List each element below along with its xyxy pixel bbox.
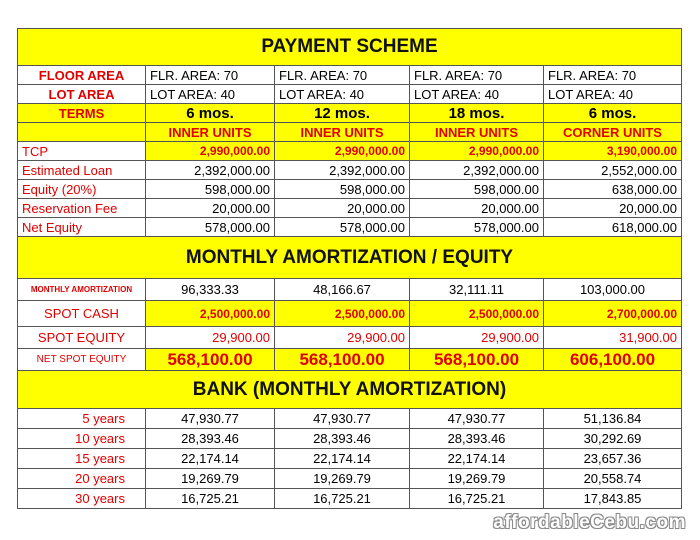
- net-equity-value: 618,000.00: [544, 218, 682, 237]
- bank-value: 28,393.46: [275, 429, 410, 449]
- term-cell: 12 mos.: [275, 104, 410, 123]
- bank-value: 16,725.21: [275, 489, 410, 509]
- lot-area-row: [18, 85, 682, 104]
- floor-area-cell: FLR. AREA: 70: [410, 66, 544, 85]
- bank-term-label: 5 years: [18, 409, 146, 429]
- spot-cash-value: 2,500,000.00: [275, 301, 410, 327]
- lot-area-cell: LOT AREA: 40: [544, 85, 682, 104]
- bank-value: 22,174.14: [410, 449, 544, 469]
- equity-row: [18, 180, 682, 199]
- tcp-label: TCP: [18, 142, 146, 161]
- net-spot-equity-value: 568,100.00: [410, 349, 544, 371]
- reservation-fee-row: [18, 199, 682, 218]
- bank-value: 28,393.46: [146, 429, 275, 449]
- net-spot-equity-value: 606,100.00: [544, 349, 682, 371]
- lot-area-cell: LOT AREA: 40: [275, 85, 410, 104]
- spot-equity-value: 31,900.00: [544, 327, 682, 349]
- bank-value: 28,393.46: [410, 429, 544, 449]
- unit-type-cell: INNER UNITS: [410, 123, 544, 142]
- spot-equity-value: 29,900.00: [410, 327, 544, 349]
- bank-value: 51,136.84: [544, 409, 682, 429]
- spot-cash-value: 2,500,000.00: [410, 301, 544, 327]
- bank-term-label: 20 years: [18, 469, 146, 489]
- spot-equity-value: 29,900.00: [146, 327, 275, 349]
- estimated-loan-value: 2,552,000.00: [544, 161, 682, 180]
- bank-value: 47,930.77: [146, 409, 275, 429]
- spot-cash-value: 2,500,000.00: [146, 301, 275, 327]
- equity-value: 598,000.00: [410, 180, 544, 199]
- bank-row: [18, 409, 682, 429]
- net-equity-value: 578,000.00: [146, 218, 275, 237]
- monthly-amortization-value: 48,166.67: [275, 279, 410, 301]
- spot-cash-label: SPOT CASH: [18, 301, 146, 327]
- net-equity-row: [18, 218, 682, 237]
- bank-value: 47,930.77: [275, 409, 410, 429]
- unit-type-cell: CORNER UNITS: [544, 123, 682, 142]
- reservation-fee-label: Reservation Fee: [18, 199, 146, 218]
- bank-row: [18, 449, 682, 469]
- terms-label: TERMS: [18, 104, 146, 123]
- term-cell: 6 mos.: [544, 104, 682, 123]
- spot-cash-value: 2,700,000.00: [544, 301, 682, 327]
- watermark-text: affordableCebu.com: [493, 512, 686, 533]
- unit-type-cell: INNER UNITS: [146, 123, 275, 142]
- net-spot-equity-value: 568,100.00: [146, 349, 275, 371]
- tcp-row: [18, 142, 682, 161]
- bank-value: 20,558.74: [544, 469, 682, 489]
- floor-area-row: [18, 66, 682, 85]
- unit-type-row: [18, 123, 682, 142]
- spot-equity-row: [18, 327, 682, 349]
- spot-equity-label: SPOT EQUITY: [18, 327, 146, 349]
- bank-value: 23,657.36: [544, 449, 682, 469]
- net-equity-value: 578,000.00: [275, 218, 410, 237]
- payment-scheme-table: [17, 28, 682, 509]
- reservation-fee-value: 20,000.00: [146, 199, 275, 218]
- reservation-fee-value: 20,000.00: [275, 199, 410, 218]
- bank-term-label: 15 years: [18, 449, 146, 469]
- tcp-value: 3,190,000.00: [544, 142, 682, 161]
- equity-value: 598,000.00: [275, 180, 410, 199]
- floor-area-cell: FLR. AREA: 70: [275, 66, 410, 85]
- bank-term-label: 30 years: [18, 489, 146, 509]
- floor-area-label: FLOOR AREA: [18, 66, 146, 85]
- bank-value: 16,725.21: [410, 489, 544, 509]
- unit-type-blank: [18, 123, 146, 142]
- tcp-value: 2,990,000.00: [146, 142, 275, 161]
- estimated-loan-value: 2,392,000.00: [146, 161, 275, 180]
- spot-cash-row: [18, 301, 682, 327]
- bank-row: [18, 489, 682, 509]
- lot-area-label: LOT AREA: [18, 85, 146, 104]
- tcp-value: 2,990,000.00: [275, 142, 410, 161]
- reservation-fee-value: 20,000.00: [410, 199, 544, 218]
- unit-type-cell: INNER UNITS: [275, 123, 410, 142]
- term-cell: 6 mos.: [146, 104, 275, 123]
- floor-area-cell: FLR. AREA: 70: [544, 66, 682, 85]
- bank-value: 47,930.77: [410, 409, 544, 429]
- bank-value: 19,269.79: [410, 469, 544, 489]
- bank-title: BANK (MONTHLY AMORTIZATION): [18, 371, 682, 409]
- net-equity-value: 578,000.00: [410, 218, 544, 237]
- bank-value: 30,292.69: [544, 429, 682, 449]
- tcp-value: 2,990,000.00: [410, 142, 544, 161]
- floor-area-cell: FLR. AREA: 70: [146, 66, 275, 85]
- monthly-amortization-value: 103,000.00: [544, 279, 682, 301]
- estimated-loan-value: 2,392,000.00: [275, 161, 410, 180]
- estimated-loan-row: [18, 161, 682, 180]
- net-spot-equity-value: 568,100.00: [275, 349, 410, 371]
- bank-value: 19,269.79: [275, 469, 410, 489]
- payment-scheme-title-row: [18, 29, 682, 66]
- bank-row: [18, 469, 682, 489]
- monthly-amortization-row: [18, 279, 682, 301]
- net-spot-equity-row: [18, 349, 682, 371]
- monthly-amortization-title-row: [18, 237, 682, 279]
- net-spot-equity-label: NET SPOT EQUITY: [18, 349, 146, 371]
- terms-row: [18, 104, 682, 123]
- lot-area-cell: LOT AREA: 40: [146, 85, 275, 104]
- equity-label: Equity (20%): [18, 180, 146, 199]
- monthly-amortization-title: MONTHLY AMORTIZATION / EQUITY: [18, 237, 682, 279]
- reservation-fee-value: 20,000.00: [544, 199, 682, 218]
- equity-value: 638,000.00: [544, 180, 682, 199]
- bank-row: [18, 429, 682, 449]
- equity-value: 598,000.00: [146, 180, 275, 199]
- payment-scheme-sheet: [17, 28, 681, 509]
- monthly-amortization-value: 96,333.33: [146, 279, 275, 301]
- monthly-amortization-value: 32,111.11: [410, 279, 544, 301]
- monthly-amortization-label: MONTHLY AMORTIZATION: [18, 279, 146, 301]
- bank-value: 19,269.79: [146, 469, 275, 489]
- bank-value: 17,843.85: [544, 489, 682, 509]
- bank-term-label: 10 years: [18, 429, 146, 449]
- bank-value: 22,174.14: [146, 449, 275, 469]
- payment-scheme-title: PAYMENT SCHEME: [18, 29, 682, 66]
- estimated-loan-label: Estimated Loan: [18, 161, 146, 180]
- estimated-loan-value: 2,392,000.00: [410, 161, 544, 180]
- term-cell: 18 mos.: [410, 104, 544, 123]
- bank-title-row: [18, 371, 682, 409]
- bank-value: 22,174.14: [275, 449, 410, 469]
- lot-area-cell: LOT AREA: 40: [410, 85, 544, 104]
- bank-value: 16,725.21: [146, 489, 275, 509]
- spot-equity-value: 29,900.00: [275, 327, 410, 349]
- net-equity-label: Net Equity: [18, 218, 146, 237]
